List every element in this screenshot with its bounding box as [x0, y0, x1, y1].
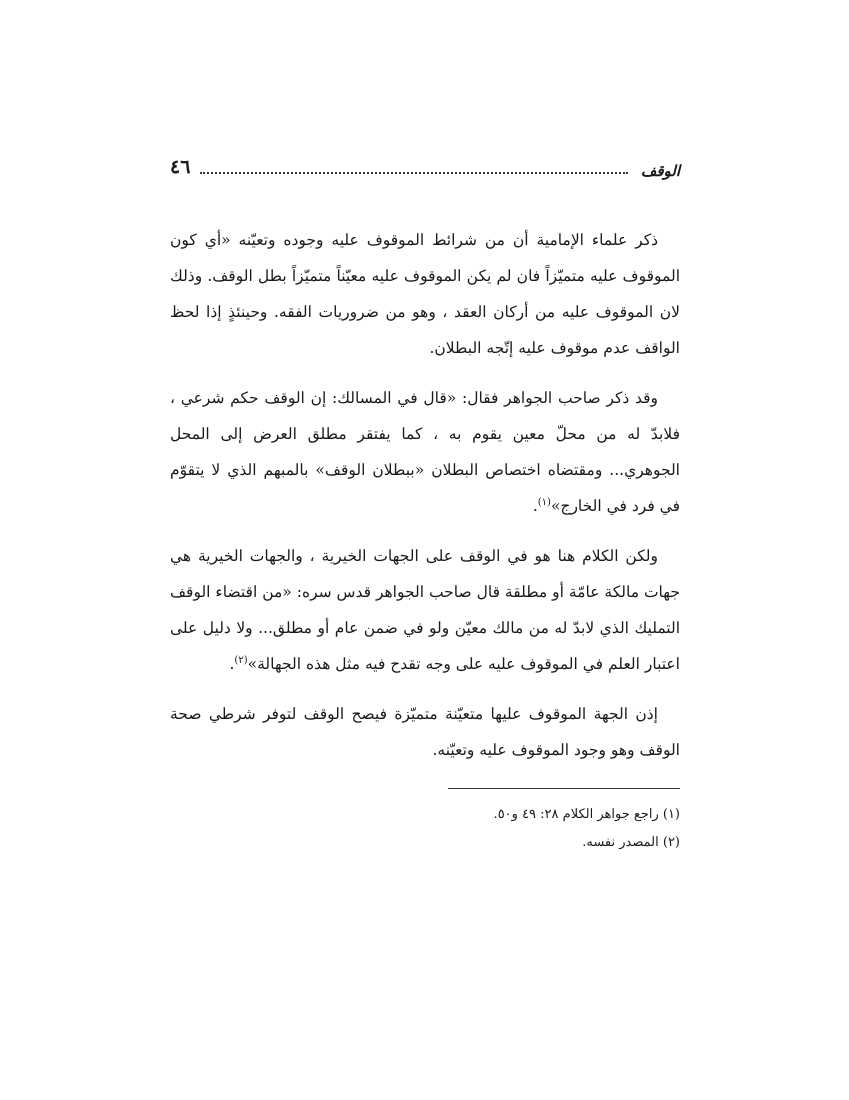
- footnote: (٢) المصدر نفسه.: [582, 835, 680, 850]
- paragraph-text: ولكن الكلام هنا هو في الوقف على الجهات الخيرية ، والجهات الخيرية هي جهات مالكة عامّة أو مطلقة قال صاحب الجواهر قدس سره: «من اقتضاء الوقف التمليك الذي لابدّ له من مالك معيّن ولو في ضمن عام أو مطلق... ولا دليل على اعتبار العلم في الموقوف عليه على وجه تقدح فيه مثل هذه الجهالة»: [170, 547, 680, 673]
- running-title: الوقف: [640, 162, 680, 180]
- body-text: [170, 222, 680, 768]
- paragraph: [170, 222, 680, 366]
- footnote-ref: (٢): [234, 654, 248, 666]
- paragraph-text: إذن الجهة الموقوف عليها متعيّنة متميّزة فيصح الوقف لتوفر شرطي صحة الوقف وهو وجود الموقوف عليه وتعيّنه.: [170, 705, 680, 759]
- footnote: (١) راجع جواهر الكلام ٢٨: ٤٩ و٥٠.: [493, 807, 680, 822]
- paragraph: [170, 696, 680, 768]
- footnotes: [170, 801, 680, 857]
- header-dotted-leader: [200, 172, 628, 174]
- book-page: [170, 150, 680, 857]
- footnote-divider: [448, 788, 680, 789]
- paragraph-text: وقد ذكر صاحب الجواهر فقال: «قال في المسالك: إن الوقف حكم شرعي ، فلابدّ له من محلّ معين يقوم به ، كما يفتقر مطلق العرض إلى المحل الجوهري... ومقتضاه اختصاص البطلان «ببطلان الوقف» بالمبهم الذي لا يتقوّم في فرد في الخارج»: [170, 389, 680, 515]
- paragraph-text: ذكر علماء الإمامية أن من شرائط الموقوف عليه وجوده وتعيّنه «أي كون الموقوف عليه متميّزاً فان لم يكن الموقوف عليه معيّناً متميّزاً بطل الوقف. وذلك لان الموقوف عليه من أركان العقد ، وهو من ضروريات الفقه. وحينئذٍ إذا لحظ الواقف عدم موقوف عليه إتّجه البطلان.: [170, 231, 680, 357]
- page-number: ٤٦: [170, 156, 191, 178]
- footnote-ref: (١): [537, 496, 551, 508]
- paragraph: وقد ذكر صاحب الجواهر فقال: «قال في المسالك: إن الوقف حكم شرعي ، فلابدّ له من محلّ معين يقوم به ، كما يفتقر مطلق العرض إلى المحل الجوهري... ومقتضاه اختصاص البطلان «ببطلان الوقف» بالمبهم الذي لا يتقوّم في فرد في الخارج»$^{(١)}$.: [170, 389, 680, 515]
- paragraph: ولكن الكلام هنا هو في الوقف على الجهات الخيرية ، والجهات الخيرية هي جهات مالكة عامّة أو مطلقة قال صاحب الجواهر قدس سره: «من اقتضاء الوقف التمليك الذي لابدّ له من مالك معيّن ولو في ضمن عام أو مطلق... ولا دليل على اعتبار العلم في الموقوف عليه على وجه تقدح فيه مثل هذه الجهالة»$^{(٢)}$.: [170, 547, 680, 673]
- running-header: [170, 150, 680, 184]
